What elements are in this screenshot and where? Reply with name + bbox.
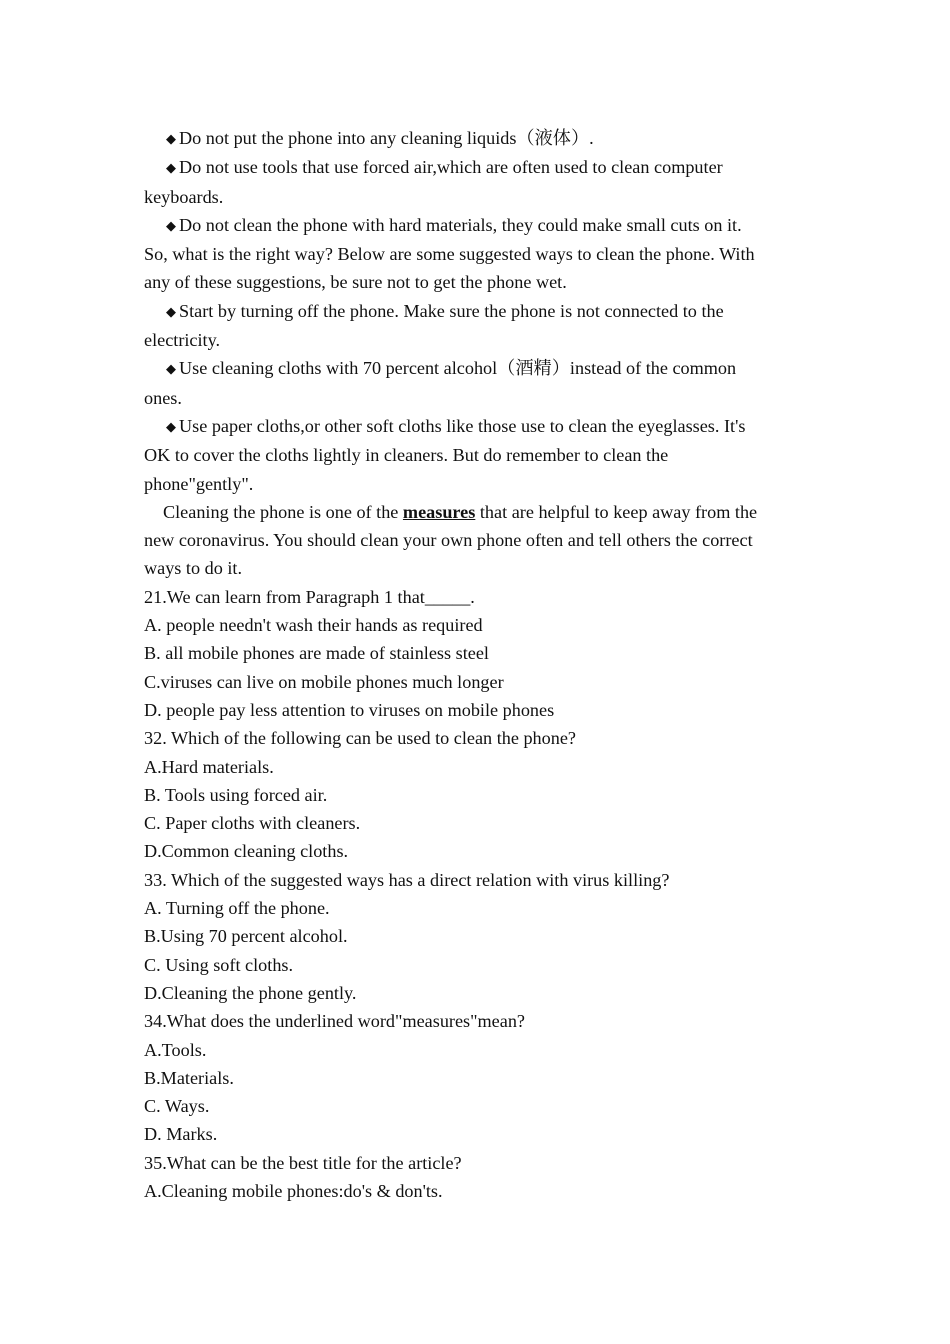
question-stem: 21.We can learn from Paragraph 1 that_____. <box>144 586 475 607</box>
diamond-bullet-icon: ◆ <box>166 131 176 146</box>
closing-paragraph-line <box>144 498 804 526</box>
answer-option: D. people pay less attention to viruses on mobile phones <box>144 699 555 720</box>
bullet-text: Do not use tools that use forced air,which are often used to clean computer <box>179 157 723 178</box>
bullet-item <box>144 211 804 240</box>
diamond-bullet-icon: ◆ <box>166 160 176 176</box>
bullet-text: Do not put the phone into any cleaning liquids（液体）. <box>179 128 594 148</box>
answer-option: B. Tools using forced air. <box>144 784 328 805</box>
answer-option: D.Common cleaning cloths. <box>144 841 349 862</box>
bullet-item <box>144 354 804 383</box>
bullet-item <box>144 297 804 326</box>
document-page <box>144 124 804 1205</box>
answer-option: C. Paper cloths with cleaners. <box>144 813 361 834</box>
closing-paragraph-line: ways to do it. <box>144 558 243 579</box>
bullet-item <box>144 153 804 182</box>
question-block <box>144 583 804 724</box>
question-block <box>144 724 804 865</box>
question-stem: 33. Which of the suggested ways has a direct relation with virus killing? <box>144 869 670 890</box>
answer-option: D. Marks. <box>144 1124 218 1145</box>
closing-text: Cleaning the phone is one of the <box>163 501 403 522</box>
answer-option: B. all mobile phones are made of stainless steel <box>144 643 489 664</box>
diamond-bullet-icon: ◆ <box>166 217 176 233</box>
diamond-bullet-icon: ◆ <box>166 361 176 377</box>
answer-option: A. people needn't wash their hands as required <box>144 615 483 636</box>
underlined-word: measures <box>402 501 476 522</box>
closing-paragraph-line: new coronavirus. You should clean your own phone often and tell others the correct <box>144 530 753 551</box>
bullet-continuation: phone"gently". <box>144 473 254 494</box>
bullet-continuation: keyboards. <box>144 186 224 207</box>
answer-option: B.Materials. <box>144 1067 234 1088</box>
diamond-bullet-icon: ◆ <box>166 418 176 434</box>
answer-option: A.Hard materials. <box>144 756 274 777</box>
bullet-item <box>144 124 804 153</box>
bullet-text: Start by turning off the phone. Make sure the phone is not connected to the <box>179 300 724 321</box>
question-stem: 34.What does the underlined word"measures"mean? <box>144 1011 525 1032</box>
bullet-item <box>144 412 804 441</box>
answer-option: A.Cleaning mobile phones:do's & don'ts. <box>144 1180 443 1201</box>
answer-option: A.Tools. <box>144 1039 207 1060</box>
answer-option: C.viruses can live on mobile phones much longer <box>144 671 504 692</box>
question-block <box>144 1149 804 1206</box>
answer-option: A. Turning off the phone. <box>144 898 330 919</box>
bullet-continuation: ones. <box>144 387 182 408</box>
answer-option: B.Using 70 percent alcohol. <box>144 926 348 947</box>
bullet-continuation: OK to cover the cloths lightly in cleaners. But do remember to clean the <box>144 445 669 466</box>
question-stem: 35.What can be the best title for the article? <box>144 1152 462 1173</box>
bullet-continuation: electricity. <box>144 330 221 351</box>
paragraph-line: So, what is the right way? Below are some suggested ways to clean the phone. With <box>144 244 755 265</box>
question-block <box>144 1007 804 1148</box>
paragraph-line: any of these suggestions, be sure not to get the phone wet. <box>144 272 567 293</box>
answer-option: C. Using soft cloths. <box>144 954 294 975</box>
closing-text: that are helpful to keep away from the <box>475 501 758 522</box>
question-stem: 32. Which of the following can be used to clean the phone? <box>144 728 576 749</box>
answer-option: C. Ways. <box>144 1096 210 1117</box>
answer-option: D.Cleaning the phone gently. <box>144 982 357 1003</box>
question-block <box>144 866 804 1007</box>
bullet-text: Use paper cloths,or other soft cloths like those use to clean the eyeglasses. It's <box>179 415 746 436</box>
bullet-text: Do not clean the phone with hard materials, they could make small cuts on it. <box>179 214 742 235</box>
bullet-text: Use cleaning cloths with 70 percent alcohol（酒精）instead of the common <box>179 358 737 379</box>
diamond-bullet-icon: ◆ <box>166 303 176 319</box>
